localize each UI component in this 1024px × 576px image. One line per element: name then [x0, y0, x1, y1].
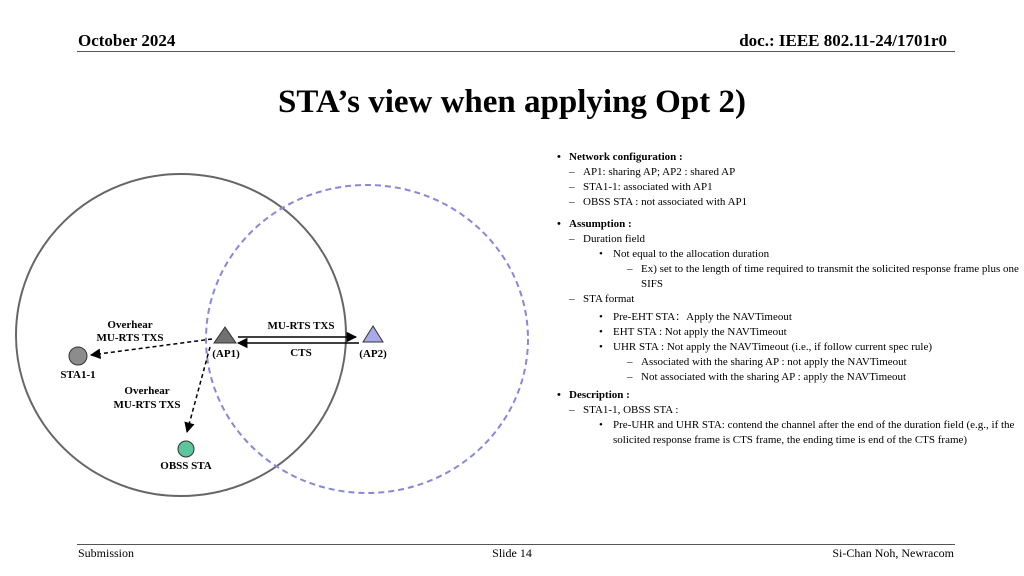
ap1-label: (AP1) — [212, 348, 240, 360]
bullet-spacer — [555, 210, 1024, 217]
sta1-station-icon — [69, 347, 87, 365]
bullet-item-level-3: • Not equal to the allocation duration — [555, 247, 1024, 262]
bullet-item-level-1: • Network configuration : — [555, 150, 1024, 165]
bullet-item-level-2: – STA1-1, OBSS STA : — [555, 403, 1024, 418]
overhear-label-1b: MU-RTS TXS — [96, 332, 164, 344]
bullet-item-level-1: • Description : — [555, 388, 1024, 403]
bullet-item-level-2: – STA format — [555, 292, 1024, 307]
overhear-label-2b: MU-RTS TXS — [113, 399, 181, 411]
bullet-item-level-2: – Duration field — [555, 232, 1024, 247]
obss-label: OBSS STA — [160, 460, 212, 472]
overhear-label-1a: Overhear — [107, 319, 153, 331]
slide-title: STA’s view when applying Opt 2) — [278, 84, 746, 120]
bullet-item-level-1: • Assumption : — [555, 217, 1024, 232]
footer-submission: Submission — [78, 546, 135, 560]
bullet-item-level-4: – Associated with the sharing AP : not apply the NAVTimeout — [555, 355, 1024, 370]
bullet-item-level-2: – STA1-1: associated with AP1 — [555, 180, 1024, 195]
bullet-item-level-2: – AP1: sharing AP; AP2 : shared AP — [555, 165, 1024, 180]
bullet-item-level-3: • UHR STA : Not apply the NAVTimeout (i.e., if follow current spec rule) — [555, 340, 1024, 355]
bullet-item-level-3: • Pre-UHR and UHR STA: contend the channel after the end of the duration field (e.g., if the solicited response frame is CTS frame, the ending time is end of the CTS frame) — [555, 418, 1024, 448]
bullet-item-level-3: • Pre-EHT STA：Apply the NAVTimeout — [555, 310, 1024, 325]
footer-divider — [77, 544, 955, 545]
header-date: October 2024 — [78, 31, 176, 50]
obss-station-icon — [178, 441, 194, 457]
ap2-label: (AP2) — [359, 348, 387, 360]
bullet-list — [555, 150, 1024, 448]
header-doc-id: doc.: IEEE 802.11-24/1701r0 — [739, 31, 947, 50]
cts-label: CTS — [290, 347, 312, 359]
bullet-item-level-4: – Not associated with the sharing AP : apply the NAVTimeout — [555, 370, 1024, 385]
sta1-label: STA1-1 — [60, 369, 96, 381]
ap2-triangle-icon — [363, 326, 383, 342]
ap1-triangle-icon — [214, 327, 236, 343]
overhear-label-2a: Overhear — [124, 385, 170, 397]
footer-author: Si-Chan Noh, Newracom — [832, 546, 954, 560]
bullet-item-level-4: – Ex) set to the length of time required to transmit the solicited response frame plus one SIFS — [555, 262, 1024, 292]
footer-slide-number: Slide 14 — [492, 546, 532, 560]
bullet-item-level-3: • EHT STA : Not apply the NAVTimeout — [555, 325, 1024, 340]
mu-rts-label: MU-RTS TXS — [267, 320, 335, 332]
bullet-item-level-2: – OBSS STA : not associated with AP1 — [555, 195, 1024, 210]
